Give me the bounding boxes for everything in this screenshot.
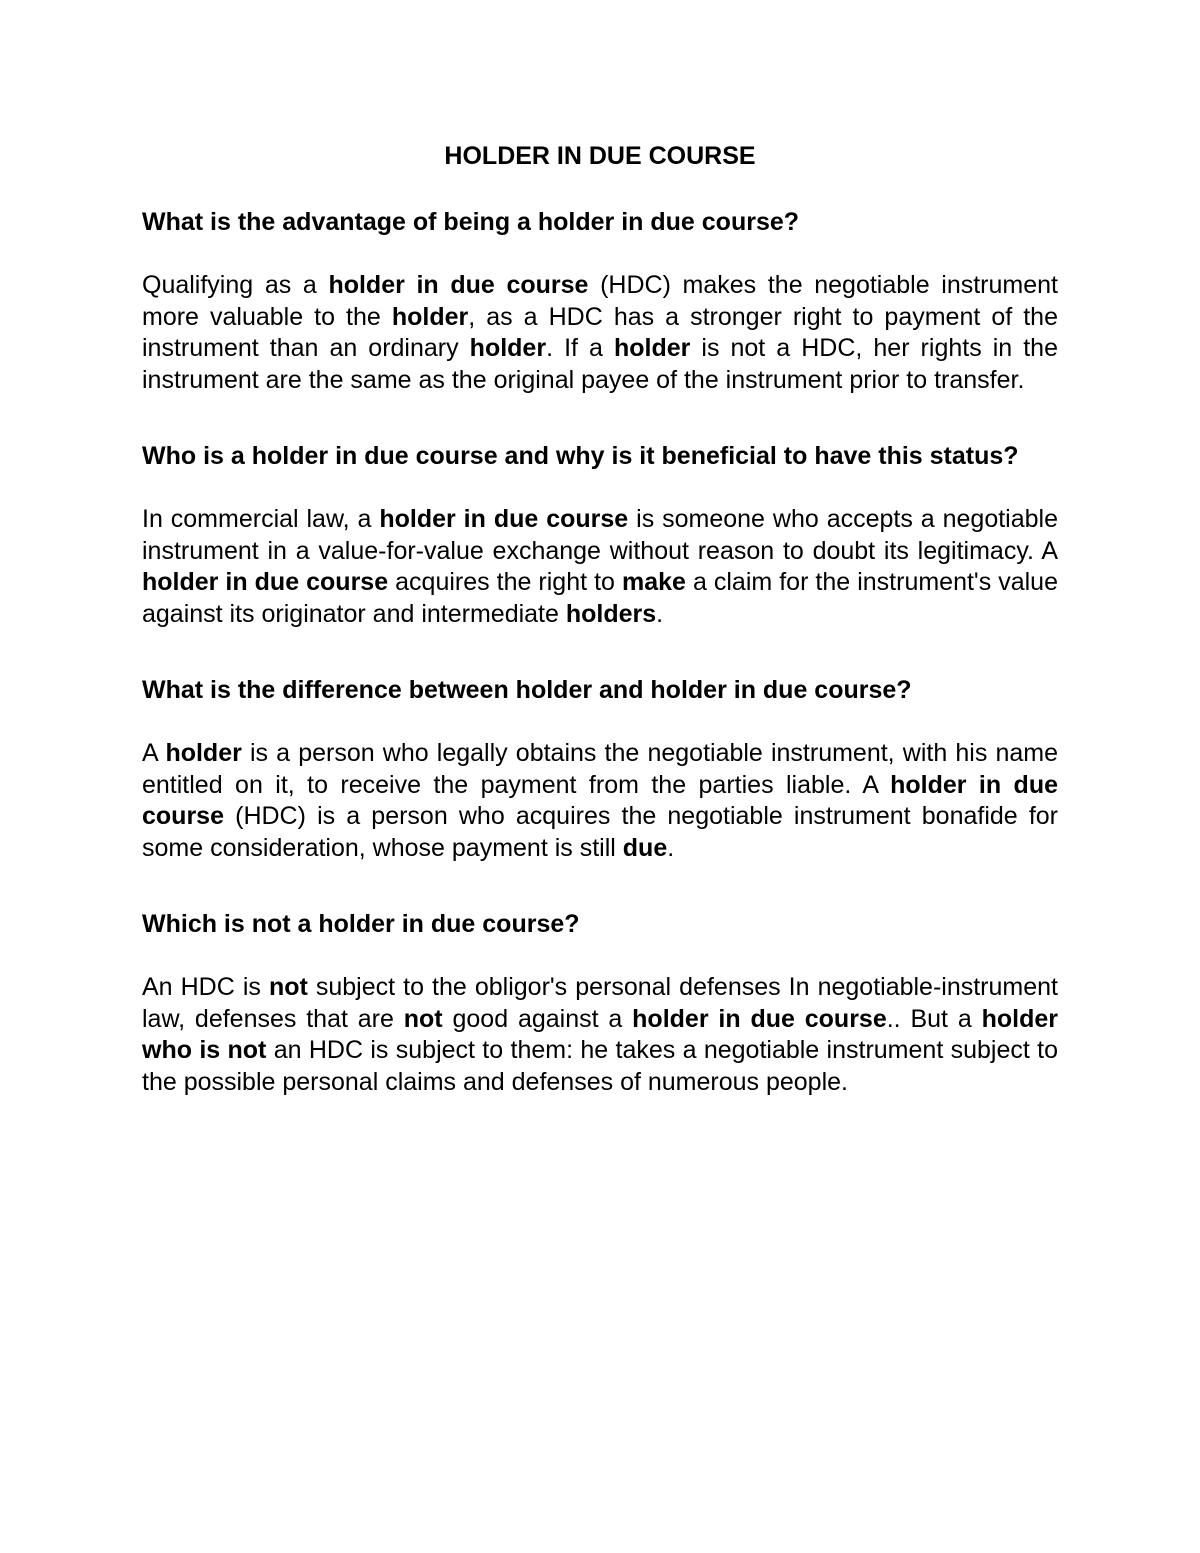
bold-text-run: holder who is not (142, 1004, 1058, 1064)
bold-text-run: holder in due course (328, 271, 589, 299)
section-1-question: What is the advantage of being a holder in due course? (142, 208, 800, 236)
bold-text-run: holder in due course (142, 568, 389, 596)
text-run: . If a (546, 334, 614, 362)
text-run: Qualifying as a (142, 271, 329, 299)
bold-text-run: holder in due course (142, 770, 1058, 830)
bold-text-run: holder in due course (379, 505, 629, 533)
bold-text-run: holder in due course (632, 1004, 887, 1033)
section-4-answer (142, 972, 1058, 1098)
bold-text-run: make (621, 568, 686, 596)
section-2-question: Who is a holder in due course and why is it beneficial to have this status? (142, 442, 1019, 470)
text-run: . (667, 833, 675, 862)
text-run: good against a (442, 1004, 633, 1033)
text-run: acquires the right to (388, 568, 622, 596)
text-run: .. But a (886, 1004, 982, 1033)
text-run: , as a HDC has a stronger right to payment of the instrument than an ordinary (142, 302, 1058, 362)
document-page (142, 140, 1058, 1098)
text-run: is a person who legally obtains the negotiable instrument, with his name entitled on it, to receive the payment from the parties liable. A (142, 739, 1058, 799)
bold-text-run: due (622, 833, 668, 862)
text-run: an HDC is subject to them: he takes a negotiable instrument subject to the possible personal claims and defenses of numerous people. (142, 1036, 1058, 1096)
text-run: In commercial law, a (142, 505, 380, 533)
section-4-question: Which is not a holder in due course? (142, 910, 580, 938)
bold-text-run: not (403, 1004, 443, 1033)
bold-text-run: holder (613, 334, 691, 362)
text-run: a claim for the instrument's value against its originator and intermediate (142, 568, 1058, 628)
section-2-answer (142, 504, 1058, 630)
bold-text-run: not (268, 973, 308, 1001)
section-3-answer (142, 738, 1058, 864)
bold-text-run: holder (165, 739, 242, 767)
text-run: subject to the obligor's personal defenses In negotiable-instrument law, defenses that are (142, 973, 1058, 1033)
text-run: (HDC) makes the negotiable instrument more valuable to the (142, 271, 1058, 331)
text-run: (HDC) is a person who acquires the negotiable instrument bonafide for some consideration, whose payment is still (142, 802, 1058, 862)
section-1-answer (142, 270, 1058, 396)
text-run: A (142, 739, 166, 767)
document-title: HOLDER IN DUE COURSE (444, 142, 756, 170)
bold-text-run: holder (391, 302, 469, 331)
text-run: An HDC is (142, 973, 269, 1001)
text-run: is not a HDC, her rights in the instrument are the same as the original payee of the instrument prior to transfer. (142, 334, 1058, 394)
text-run: is someone who accepts a negotiable instrument in a value-for-value exchange without reason to doubt its legitimacy. A (142, 505, 1058, 565)
text-run: . (656, 599, 664, 628)
section-3-question: What is the difference between holder and holder in due course? (142, 676, 912, 704)
bold-text-run: holders (565, 599, 657, 628)
bold-text-run: holder (469, 334, 547, 362)
